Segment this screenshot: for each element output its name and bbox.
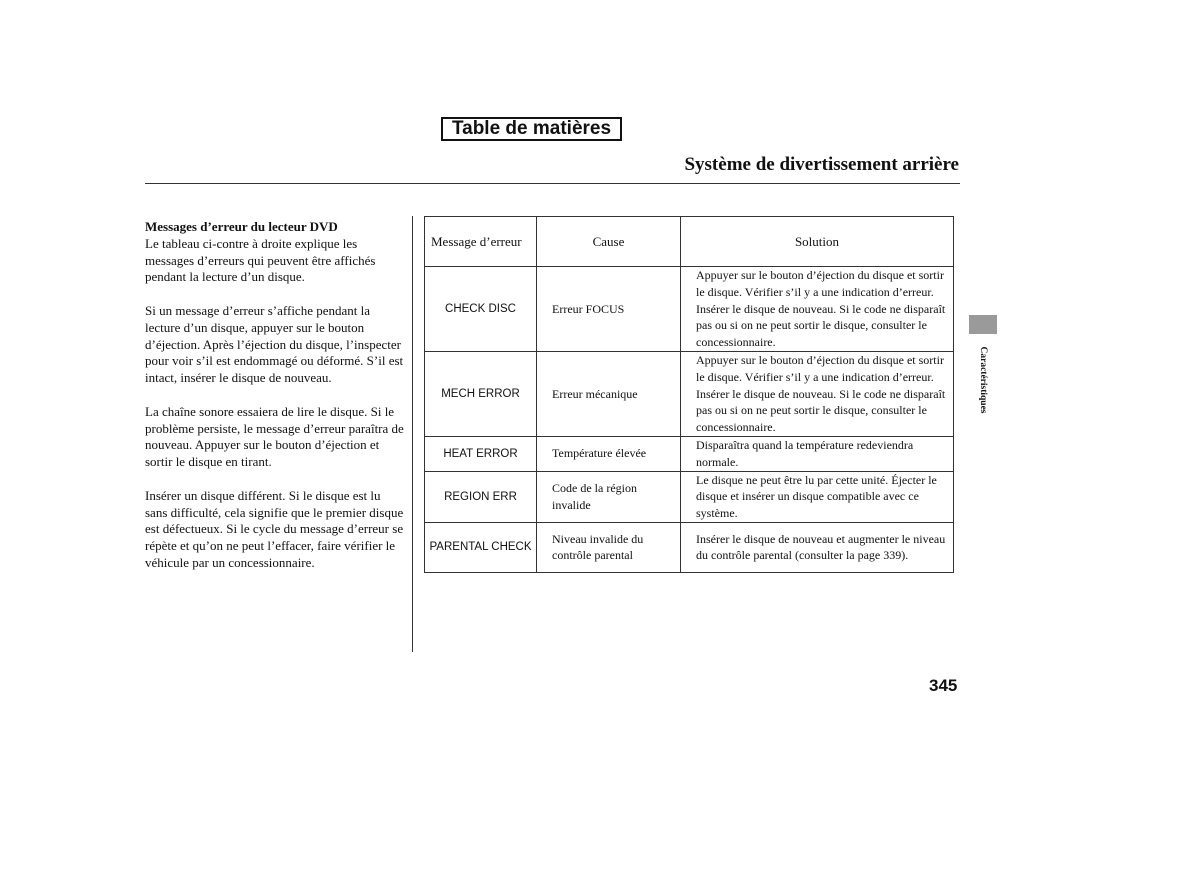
paragraph-retry: La chaîne sonore essaiera de lire le disque. Si le problème persiste, le message d’erreur paraîtra de nouveau. Appuyer sur le bouton d’éjection et sortir le disque en tirant. [145, 403, 404, 470]
page-number: 345 [929, 676, 958, 695]
error-cause: Erreur FOCUS [537, 267, 681, 352]
table-row [425, 351, 954, 436]
error-cause: Niveau invalide du contrôle parental [537, 522, 681, 572]
paragraph-different-disc: Insérer un disque différent. Si le disque est lu sans difficulté, cela signifie que le premier disque est défectueux. Si le cycle du message d’erreur se répète et qu’on ne peut l’effacer, faire vérifier le véhicule par un concessionnaire. [145, 487, 404, 570]
chapter-side-label: Caractéristiques [978, 346, 988, 414]
header-cause: Cause [537, 217, 681, 267]
error-code: REGION ERR [425, 471, 537, 522]
section-title: Système de divertissement arrière [684, 154, 959, 175]
error-code: PARENTAL CHECK [425, 522, 537, 572]
error-solution: Disparaîtra quand la température redeviendra normale. [681, 436, 954, 471]
table-header-row [425, 217, 954, 267]
left-column [145, 219, 405, 589]
error-solution: Appuyer sur le bouton d’éjection du disque et sortir le disque. Vérifier s’il y a une indication d’erreur. Insérer le disque de nouveau. Si le code ne disparaît pas ou si on ne peut sortir le disque, consulter le concessionnaire. [681, 351, 954, 436]
error-solution: Le disque ne peut être lu par cette unité. Éjecter le disque et insérer un disque compatible avec ce système. [681, 471, 954, 522]
error-solution: Appuyer sur le bouton d’éjection du disque et sortir le disque. Vérifier s’il y a une indication d’erreur. Insérer le disque de nouveau. Si le code ne disparaît pas ou si on ne peut sortir le disque, consulter le concessionnaire. [681, 267, 954, 352]
table-of-contents-button[interactable]: Table de matières [441, 117, 622, 141]
chapter-tab-marker [969, 315, 997, 334]
table-row [425, 471, 954, 522]
error-code: MECH ERROR [425, 351, 537, 436]
paragraph-intro: Le tableau ci-contre à droite explique les messages d’erreurs qui peuvent être affichés pendant la lecture d’un disque. [145, 235, 376, 285]
error-code: CHECK DISC [425, 267, 537, 352]
error-cause: Erreur mécanique [537, 351, 681, 436]
table-row [425, 436, 954, 471]
paragraph-eject: Si un message d’erreur s’affiche pendant la lecture d’un disque, appuyer sur le bouton d’éjection. Après l’éjection du disque, l’inspecter pour voir s’il est endommagé ou déformé. S’il est intact, insérer le disque de nouveau. [145, 302, 404, 386]
header-solution: Solution [681, 217, 954, 267]
header-error-message: Message d’erreur [425, 217, 537, 267]
header-divider [145, 183, 960, 184]
table-row [425, 522, 954, 572]
error-solution: Insérer le disque de nouveau et augmenter le niveau du contrôle parental (consulter la page 339). [681, 522, 954, 572]
table-row [425, 267, 954, 352]
error-cause: Température élevée [537, 436, 681, 471]
error-message-table [424, 216, 954, 573]
dvd-errors-heading: Messages d’erreur du lecteur DVD [145, 219, 338, 234]
column-divider [412, 216, 413, 652]
error-cause: Code de la région invalide [537, 471, 681, 522]
error-code: HEAT ERROR [425, 436, 537, 471]
